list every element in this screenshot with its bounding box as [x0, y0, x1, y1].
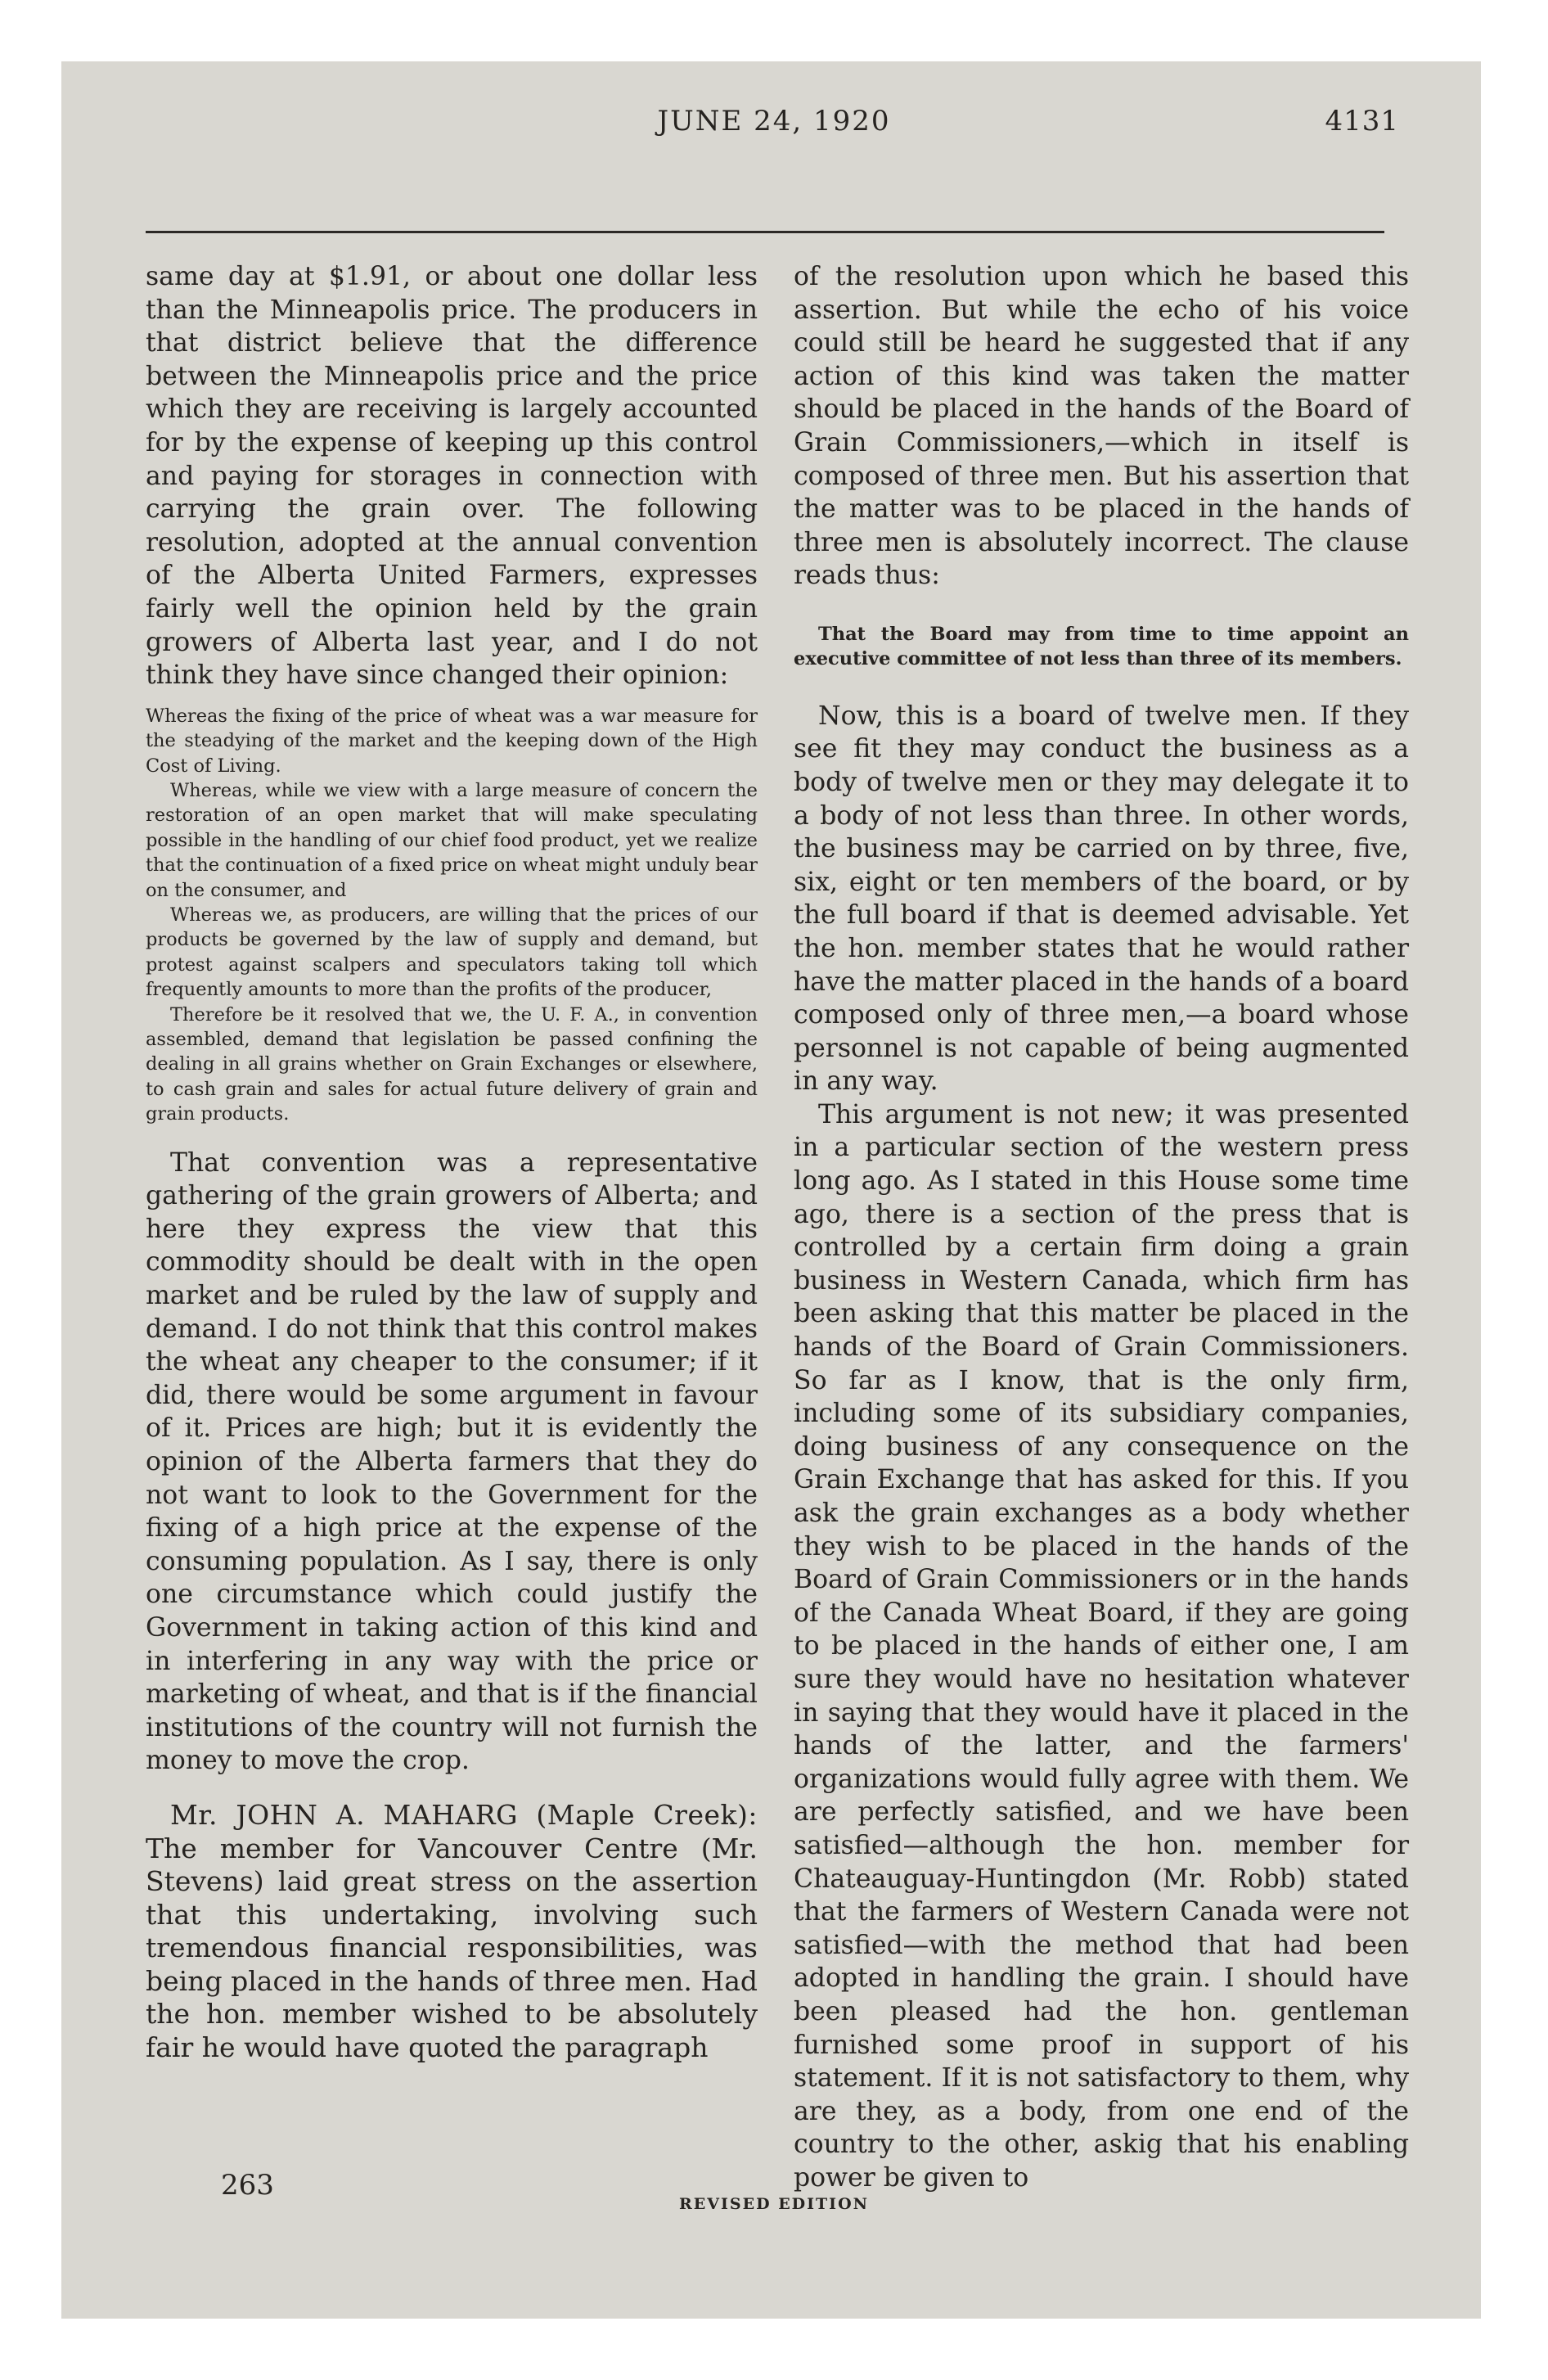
- resolution-quote: [146, 704, 758, 1127]
- folio-number: 263: [221, 2169, 274, 2202]
- resolution-clause: Therefore be it resolved that we, the U. F. A., in convention assembled, demand that legislation be passed confining the dealing in all grains whether on Grain Exchanges or elsewhere, to cash grain and sales for actual future delivery of grain and grain products.: [146, 1003, 758, 1125]
- resolution-clause: Whereas, while we view with a large measure of concern the restoration of an open market that will make speculating possible in the handling of our chief food product, yet we realize that the continuation of a fixed price on wheat might unduly bear on the consumer, and: [146, 779, 758, 901]
- clause-quote: [794, 622, 1409, 672]
- left-paragraph-2: That convention was a representative gathering of the grain growers of Alberta; and here they express the view that this commodity should be dealt with in the open market and be ruled by the law of supply and demand. I do not think that this control makes the wheat any cheaper to the consumer; if it did, there would be some argument in favour of it. Prices are high; but it is evidently the opinion of the Alberta farmers that they do not want to look to the Government for the fixing of a high price at the expense of the consuming population. As I say, there is only one circumstance which could justify the Government in taking action of this kind and in interfering in any way with the price or marketing of wheat, and that is if the financial institutions of the country will not furnish the money to move the crop.: [146, 1147, 758, 1776]
- right-paragraph-1: of the resolution upon which he based this assertion. But while the echo of his voice could still be heard he suggested that if any action of this kind was taken the matter should be placed in the hands of the Board of Grain Commissioners,—which in itself is composed of three men. But his assertion that the matter was to be placed in the hands of three men is absolutely incorrect. The clause reads thus:: [794, 262, 1409, 591]
- resolution-clause: Whereas we, as producers, are willing that the prices of our products be governed by the law of supply and demand, but protest against scalpers and speculators taking toll which frequently amounts to more than the profits of the producer,: [146, 904, 758, 1001]
- right-paragraph-2: Now, this is a board of twelve men. If they see fit they may conduct the business as a body of twelve men or they may delegate it to a body of not less than three. In other words, the business may be carried on by three, five, six, eight or ten members of the board, or by the full board if that is deemed advisable. Yet the hon. member states that he would rather have the matter placed in the hands of a board composed only of three men,—a board whose personnel is not capable of being augmented in any way.: [794, 701, 1409, 1097]
- header-rule: [146, 231, 1384, 233]
- right-paragraph-3: This argument is not new; it was presented in a particular section of the western press long ago. As I stated in this House some time ago, there is a section of the press that is controlled by a certain firm doing a grain business in Western Canada, which firm has been asking that this matter be placed in the hands of the Board of Grain Commissioners. So far as I know, that is the only firm, including some of its subsidiary companies, doing business of any consequence on the Grain Exchange that has asked for this. If you ask the grain exchanges as a body whether they wish to be placed in the hands of the Board of Grain Commissioners or in the hands of the Canada Wheat Board, if they are going to be placed in the hands of either one, I am sure they would have no hesitation whatever in saying that they would have it placed in the hands of the latter, and the farmers' organizations would fully agree with them. We are perfectly satisfied, and we have been satisfied—although the hon. member for Chateauguay-Huntingdon (Mr. Robb) stated that the farmers of Western Canada were not satisfied—with the method that had been adopted in handling the grain. I should have been pleased had the hon. gentleman furnished some proof in support of his statement. If it is not satisfactory to them, why are they, as a body, from one end of the country to the other, askig that his enabling power be given to: [794, 1099, 1409, 2193]
- speaker-paragraph: [146, 1799, 758, 2065]
- resolution-clause: Whereas the fixing of the price of wheat was a war measure for the steadying of the market and the keeping down of the High Cost of Living.: [146, 705, 758, 777]
- clause-text: That the Board may from time to time appoint an executive committee of not less than three of its members.: [794, 623, 1409, 670]
- speaker-name: Mr. JOHN A. MAHARG (Maple Creek):: [170, 1798, 758, 1831]
- header-page-number: 4131: [1325, 105, 1399, 137]
- header-date: JUNE 24, 1920: [657, 105, 891, 137]
- edition-footer: REVISED EDITION: [679, 2195, 869, 2213]
- right-column: [794, 260, 1409, 2194]
- speaker-remarks: The member for Vancouver Centre (Mr. Stevens) laid great stress on the assertion that this undertaking, involving such tremendous financial responsibilities, was being placed in the hands of three men. Had the hon. member wished to be absolutely fair he would have quoted the paragraph: [146, 1832, 758, 2064]
- left-column: [146, 260, 758, 2065]
- page-header: [0, 105, 1548, 154]
- left-paragraph-1: same day at $1.91, or about one dollar less than the Minneapolis price. The producers in that district believe that the difference between the Minneapolis price and the price which they are receiving is largely accounted for by the expense of keeping up this control and paying for storages in connection with carrying the grain over. The following resolution, adopted at the annual convention of the Alberta United Farmers, expresses fairly well the opinion held by the grain growers of Alberta last year, and I do not think they have since changed their opinion:: [146, 262, 758, 691]
